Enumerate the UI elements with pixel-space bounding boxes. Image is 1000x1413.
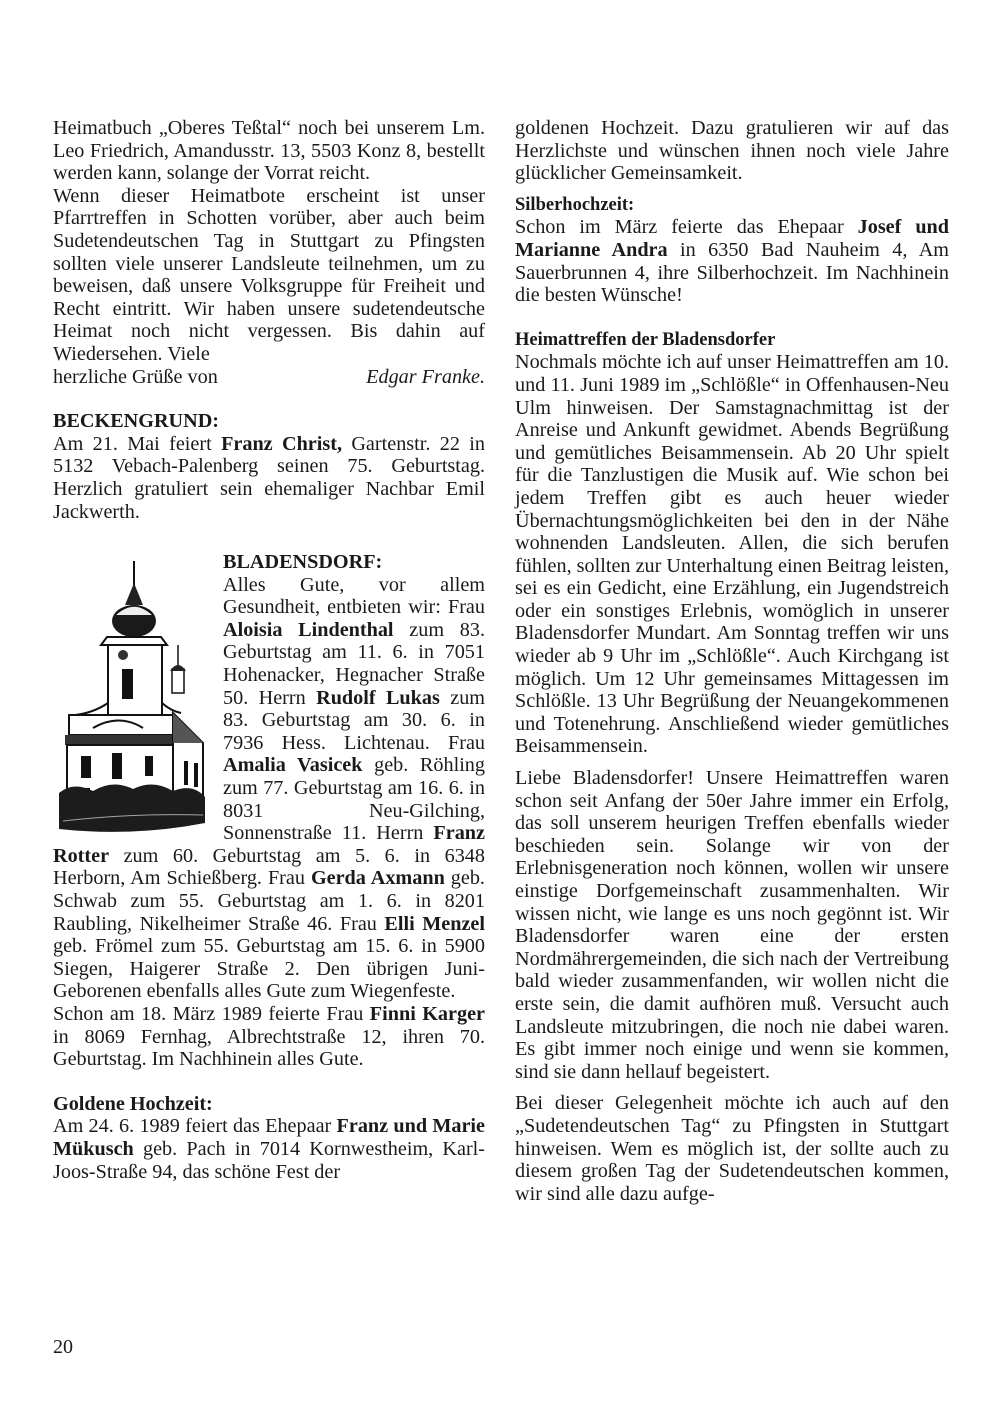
heimattreffen-paragraph-1: Nochmals möchte ich auf unser Heimattreffen am 10. und 11. Juni 1989 im „Schlößle“ in Offenhausen-Neu Ulm hinweisen. Der Samstagnachmittag ist der Anreise und Ankunft gewidmet. Abends Begrüßung und gemütliches Beisammensein. Ab 20 Uhr spielt für die Tanzlustigen die Musik auf. Wie schon bei jedem Treffen gibt es auch heuer wieder Übernachtungsmöglichkeiten bei den in der Nähe wohnenden Landsleuten. Allen, die sich berufen fühlen, sollten zur Unterhaltung einen Beitrag leisten, sei es ein Gedicht, eine Erzählung, ein Jugendstreich oder ein sonstiges Erlebnis, womöglich in unserer Bladensdorfer Mundart. Am Sonntag treffen wir uns wieder ab 9 Uhr im „Schlößle“. Auch Kirchgang ist möglich. Um 12 Uhr gemeinsames Mittagessen im Schlößle. 13 Uhr Begrüßung der Neuangekommenen und Totenehrung. Anschließend wieder gemütliches Beisammensein. [515, 351, 949, 758]
text-run: zum 83. Geburtstag am 30. 6. in 7936 Hess. Lichtenau. Frau [223, 686, 485, 754]
left-column [53, 117, 485, 1183]
heading-bladensdorf: BLADENSDORF: [223, 551, 383, 574]
karger-paragraph [53, 1003, 485, 1071]
heimattreffen-paragraph-3: Bei dieser Gelegenheit möchte ich auch auf den „Sudetendeutschen Tag“ zu Pfingsten in Stuttgart hinweisen. Wem es möglich ist, der sollte auch zu diesem großen Tag der Sudetendeutschen kommen, wir sind alle dazu aufge- [515, 1092, 949, 1205]
person-name: Franz Christ, [221, 432, 342, 455]
person-name: Gerda Axmann [310, 867, 445, 890]
intro-paragraph-1: Heimatbuch „Oberes Teßtal“ noch bei unserem Lm. Leo Friedrich, Amandusstr. 13, 5503 Konz 8, bestellt werden kann, solange der Vorrat reicht. [53, 117, 485, 185]
text-run: geb. Schwab zum 55. Geburtstag am 1. 6. in 8201 Raubling, Nikelheimer Straße 46. Frau [53, 867, 485, 935]
goldene-hochzeit-continued: goldenen Hochzeit. Dazu gratulieren wir auf das Herzlichste und wünschen ihnen noch viele Jahre glücklicher Gemeinsamkeit. [515, 117, 949, 185]
person-name: Josef und Marianne Andra [515, 216, 949, 261]
person-name: Rudolf Lukas [316, 686, 440, 709]
text-run: in 8069 Fernhag, Albrechtstraße 12, ihren 70. Geburtstag. Im Nachhinein alles Gute. [53, 1025, 485, 1071]
text-run: geb. Pach in 7014 Kornwestheim, Karl-Joos-Straße 94, das schöne Fest der [53, 1137, 485, 1183]
text-run: Am 21. Mai feiert [53, 432, 222, 455]
person-name: Franz und Marie Mükusch [53, 1115, 485, 1160]
person-name: Finni Karger [369, 1002, 485, 1025]
text-run: Alles Gute, vor allem Gesundheit, entbieten wir: Frau [223, 573, 485, 619]
heading-silberhochzeit: Silberhochzeit: [515, 194, 635, 215]
text-run: zum 83. Geburtstag am 11. 6. in 7051 Hohenacker, Hegnacher Straße 50. Herrn [223, 618, 485, 709]
text-run: Am 24. 6. 1989 feiert das Ehepaar [53, 1115, 337, 1138]
closing-line [53, 366, 485, 389]
text-run: geb. Röhling zum 77. Geburtstag am 16. 6. in 8031 Neu-Gilching, Sonnenstraße 11. Herrn [223, 754, 485, 845]
person-name: Amalia Vasicek [223, 754, 363, 777]
heading-goldene-hochzeit: Goldene Hochzeit: [53, 1092, 213, 1115]
beckengrund-text [53, 433, 485, 523]
church-illustration [53, 551, 210, 837]
church-icon [53, 553, 210, 839]
silberhochzeit-text [515, 216, 949, 306]
text-run: Schon im März feierte das Ehepaar [515, 216, 858, 239]
goldene-hochzeit-text [53, 1115, 485, 1183]
right-column [515, 117, 949, 1205]
text-run: Gartenstr. 22 in 5132 Vebach-Palenberg seinen 75. Geburtstag. Herzlich gratuliert sein ehemaliger Nachbar Emil Jackwerth. [53, 432, 486, 523]
text-run: geb. Frömel zum 55. Geburtstag am 15. 6. in 5900 Siegen, Haigerer Straße 2. Den übrigen Juni-Geborenen ebenfalls alles Gute zum Wiegenfeste. [53, 935, 485, 1003]
heimattreffen-paragraph-2: Liebe Bladensdorfer! Unsere Heimattreffen waren schon seit Anfang der 50er Jahre immer ein Erfolg, das soll unserem heurigen Treffen ebenfalls wieder beschieden sein. Solange wir von der Erlebnisgeneration noch können, wollen wir unsere einstige Dorfgemeinschaft zusammenhalten. Wir wissen nicht, wie lange es uns noch gegönnt ist. Wir Bladensdorfer waren eine der ersten Nordmährergemeinden, die sich nach der Vertreibung bald wieder zusammenfanden, wir wollen nicht die erste sein, die damit aufhören muß. Versucht auch Landsleute mitzubringen, die noch nie dabei waren. Es gibt immer noch einige und wenn sie kommen, sind sie dann hellauf begeistert. [515, 767, 949, 1083]
heading-beckengrund: BECKENGRUND: [53, 410, 219, 433]
section-goldene-hochzeit [53, 1093, 485, 1183]
text-run: in 6350 Bad Nauheim 4, Am Sauerbrunnen 4, ihre Silberhochzeit. Im Nachhinein die besten Wünsche! [515, 238, 950, 307]
closing-text: herzliche Grüße von [53, 365, 218, 388]
text-run: Schon am 18. März 1989 feierte Frau [53, 1002, 370, 1025]
section-heimattreffen [515, 329, 949, 1206]
heading-heimattreffen: Heimattreffen der Bladensdorfer [515, 329, 776, 350]
person-name: Aloisia Lindenthal [223, 618, 394, 641]
intro-paragraph-2: Wenn dieser Heimatbote erscheint ist unser Pfarrtreffen in Schotten vorüber, aber auch beim Sudetendeutschen Tag in Stuttgart zu Pfingsten sollten viele unserer Landsleute teilnehmen, um zu beweisen, daß unsere Volksgruppe für Freiheit und Recht eintritt. Wir haben unsere sudetendeutsche Heimat noch nicht vergessen. Bis dahin auf Wiedersehen. Viele [53, 184, 485, 365]
person-name: Franz Rotter [53, 822, 485, 867]
section-bladensdorf [53, 551, 485, 1071]
signature: Edgar Franke. [366, 365, 485, 388]
section-silberhochzeit [515, 194, 949, 307]
section-beckengrund [53, 410, 485, 523]
person-name: Elli Menzel [384, 912, 485, 935]
page-number: 20 [53, 1336, 73, 1358]
text-run: zum 60. Geburtstag am 5. 6. in 6348 Herborn, Am Schießberg. Frau [53, 844, 485, 890]
